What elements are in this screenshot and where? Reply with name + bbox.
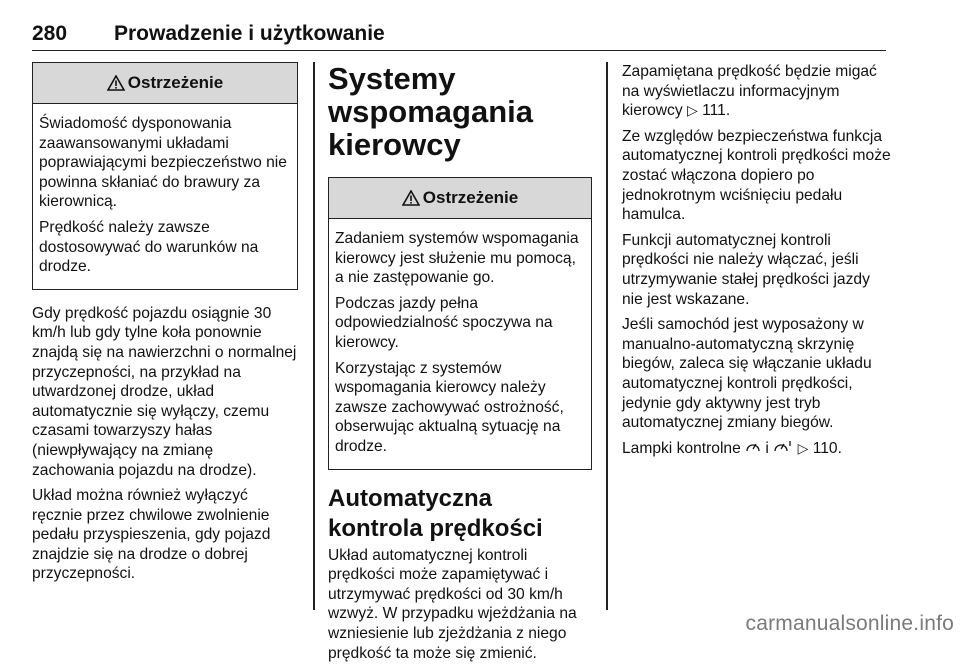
conjunction-text: i bbox=[761, 439, 774, 457]
paragraph-text: Zapamiętana prędkość będzie migać na wyświetlaczu informacyjnym kierowcy bbox=[622, 63, 877, 120]
warning-paragraph: Świadomość dysponowania zaawansowanymi układami poprawiającymi bezpieczeństwo nie powinna skłaniać do brawury za kierownicą. bbox=[39, 115, 287, 211]
page-reference-arrow-icon: ▷ bbox=[687, 102, 698, 119]
body-paragraph: Jeśli samochód jest wyposażony w manualno-automatyczną skrzynię biegów, zaleca się włączanie układu automatycznej kontroli prędkości, jedynie gdy aktywny jest tryb automatycznej zmiany biegów. bbox=[622, 316, 872, 432]
warning-paragraph: Prędkość należy zawsze dostosowywać do warunków na drodze. bbox=[39, 218, 259, 276]
column-divider bbox=[313, 62, 315, 610]
body-paragraph: Ze względów bezpieczeństwa funkcja automatycznej kontroli prędkości może zostać włączona dopiero po jednokrotnym wciśnięciu pedału hamulca. bbox=[622, 127, 891, 224]
page-header bbox=[32, 14, 886, 51]
running-title: Prowadzenie i użytkowanie bbox=[114, 22, 385, 45]
page-reference[interactable]: 111. bbox=[702, 102, 731, 120]
body-paragraph bbox=[622, 439, 892, 459]
warning-paragraph: Zadaniem systemów wspomagania kierowcy jest służenie mu pomocą, a nie zastępowanie go. bbox=[335, 230, 579, 287]
paragraph-text: Lampki kontrolne bbox=[622, 439, 746, 457]
page-reference-arrow-icon: ▷ bbox=[797, 439, 809, 456]
body-paragraph: Układ można również wyłączyć ręcznie przez chwilowe zwolnienie pedału przyspieszenia, gdy pojazd znajdzie się na drodze o dobrej przyczepności. bbox=[32, 487, 271, 583]
warning-header bbox=[33, 63, 297, 104]
warning-header bbox=[329, 178, 591, 219]
warning-triangle-icon bbox=[402, 190, 420, 206]
body-paragraph bbox=[622, 62, 892, 121]
body-paragraph: Gdy prędkość pojazdu osiągnie 30 km/h lub gdy tylne koła ponownie znajdą się na nawierzchni o normalnej przyczepności, na przykład na utwardzonej drodze, układ automatycznie się wyłączy, czemu czasami towarzyszy hałas (niewpływający na zmianę zachowania pojazdu na drodze). bbox=[32, 304, 297, 479]
column-divider bbox=[606, 62, 608, 610]
column-1 bbox=[32, 62, 298, 590]
cruise-control-set-icon bbox=[773, 440, 793, 454]
page-number: 280 bbox=[32, 22, 68, 45]
warning-box bbox=[32, 62, 298, 290]
subsection-heading: Automatyczna kontrola prędkości bbox=[328, 484, 543, 542]
cruise-control-icon bbox=[745, 440, 761, 454]
section-heading: Systemy wspomagania kierowcy bbox=[328, 61, 533, 162]
page-reference[interactable]: 110. bbox=[812, 439, 842, 457]
warning-title: Ostrzeżenie bbox=[127, 73, 224, 92]
warning-title: Ostrzeżenie bbox=[422, 188, 519, 207]
column-2 bbox=[328, 62, 592, 669]
body-paragraph: Układ automatycznej kontroli prędkości może zapamiętywać i utrzymywać prędkości od 30 km/h wzwyż. W przypadku wjeżdżania na wzniesienie lub zjeżdżania z niego prędkość ta może się zmienić. bbox=[328, 546, 577, 662]
watermark: carmanualsonline.info bbox=[745, 612, 954, 635]
warning-triangle-icon bbox=[107, 75, 125, 91]
column-3 bbox=[622, 62, 892, 464]
warning-paragraph: Korzystając z systemów wspomagania kierowcy należy zawsze zachowywać ostrożność, obserwując aktualną sytuację na drodze. bbox=[335, 359, 564, 455]
warning-paragraph: Podczas jazdy pełna odpowiedzialność spoczywa na kierowcy. bbox=[335, 294, 553, 351]
body-paragraph: Funkcji automatycznej kontroli prędkości nie należy włączać, jeśli utrzymywanie stałej prędkości jazdy nie jest wskazane. bbox=[622, 231, 870, 308]
warning-box bbox=[328, 177, 592, 470]
